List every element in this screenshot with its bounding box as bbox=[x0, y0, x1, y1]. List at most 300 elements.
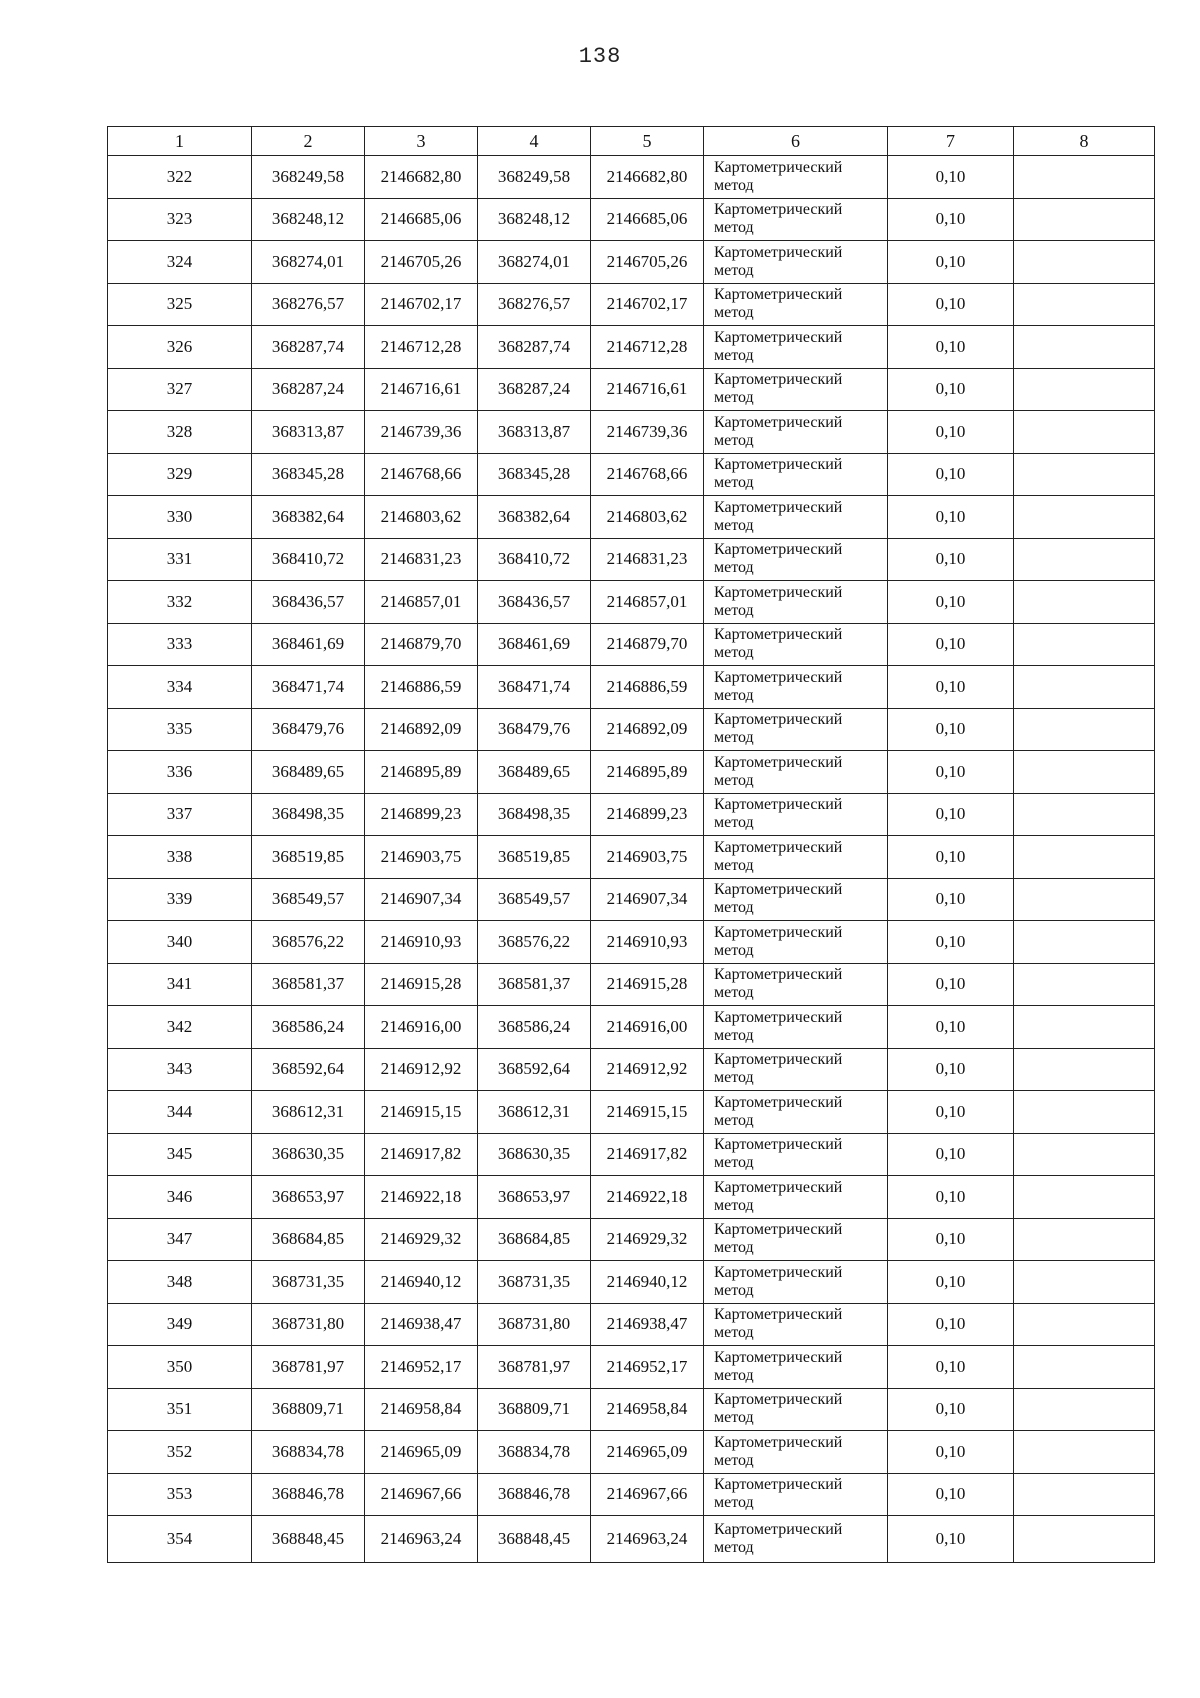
method-cell bbox=[704, 581, 888, 624]
y-coordinate-cell: 2146963,24 bbox=[365, 1516, 478, 1563]
method-line-2: метод bbox=[714, 856, 754, 874]
x-coordinate-2-cell: 368630,35 bbox=[478, 1133, 591, 1176]
x-coordinate-2-cell: 368248,12 bbox=[478, 198, 591, 241]
x-coordinate-2-cell: 368653,97 bbox=[478, 1176, 591, 1219]
method-cell bbox=[704, 1346, 888, 1389]
accuracy-cell: 0,10 bbox=[888, 1261, 1014, 1304]
y-coordinate-2-cell: 2146958,84 bbox=[591, 1388, 704, 1431]
method-line-1: Картометрический bbox=[714, 753, 843, 771]
x-coordinate-2-cell: 368519,85 bbox=[478, 836, 591, 879]
table-row bbox=[108, 793, 1155, 836]
table-row bbox=[108, 1133, 1155, 1176]
x-coordinate-cell: 368287,24 bbox=[252, 368, 365, 411]
point-number-cell: 334 bbox=[108, 666, 252, 709]
point-number-cell: 324 bbox=[108, 241, 252, 284]
accuracy-cell: 0,10 bbox=[888, 368, 1014, 411]
method-cell bbox=[704, 538, 888, 581]
method-cell bbox=[704, 1091, 888, 1134]
method-cell bbox=[704, 1516, 888, 1563]
x-coordinate-2-cell: 368410,72 bbox=[478, 538, 591, 581]
method-line-1: Картометрический bbox=[714, 158, 843, 176]
method-line-2: метод bbox=[714, 1324, 754, 1342]
method-cell bbox=[704, 751, 888, 794]
method-line-2: метод bbox=[714, 176, 754, 194]
y-coordinate-2-cell: 2146940,12 bbox=[591, 1261, 704, 1304]
point-number-cell: 348 bbox=[108, 1261, 252, 1304]
x-coordinate-2-cell: 368834,78 bbox=[478, 1431, 591, 1474]
table-row bbox=[108, 453, 1155, 496]
method-cell bbox=[704, 156, 888, 199]
method-line-2: метод bbox=[714, 1281, 754, 1299]
y-coordinate-cell: 2146915,15 bbox=[365, 1091, 478, 1134]
method-line-1: Картометрический bbox=[714, 881, 843, 899]
y-coordinate-cell: 2146716,61 bbox=[365, 368, 478, 411]
accuracy-cell: 0,10 bbox=[888, 793, 1014, 836]
y-coordinate-2-cell: 2146857,01 bbox=[591, 581, 704, 624]
column-header-1: 1 bbox=[108, 127, 252, 156]
accuracy-cell: 0,10 bbox=[888, 581, 1014, 624]
x-coordinate-2-cell: 368581,37 bbox=[478, 963, 591, 1006]
accuracy-cell: 0,10 bbox=[888, 623, 1014, 666]
x-coordinate-2-cell: 368382,64 bbox=[478, 496, 591, 539]
point-number-cell: 337 bbox=[108, 793, 252, 836]
point-number-cell: 353 bbox=[108, 1473, 252, 1516]
x-coordinate-cell: 368274,01 bbox=[252, 241, 365, 284]
point-number-cell: 345 bbox=[108, 1133, 252, 1176]
note-cell bbox=[1014, 963, 1155, 1006]
method-cell bbox=[704, 921, 888, 964]
note-cell bbox=[1014, 326, 1155, 369]
y-coordinate-2-cell: 2146768,66 bbox=[591, 453, 704, 496]
note-cell bbox=[1014, 921, 1155, 964]
method-line-2: метод bbox=[714, 941, 754, 959]
y-coordinate-cell: 2146910,93 bbox=[365, 921, 478, 964]
note-cell bbox=[1014, 1218, 1155, 1261]
method-line-1: Картометрический bbox=[714, 1178, 843, 1196]
x-coordinate-2-cell: 368461,69 bbox=[478, 623, 591, 666]
x-coordinate-2-cell: 368576,22 bbox=[478, 921, 591, 964]
y-coordinate-2-cell: 2146892,09 bbox=[591, 708, 704, 751]
method-cell bbox=[704, 1388, 888, 1431]
note-cell bbox=[1014, 878, 1155, 921]
x-coordinate-2-cell: 368846,78 bbox=[478, 1473, 591, 1516]
method-cell bbox=[704, 623, 888, 666]
method-line-2: метод bbox=[714, 346, 754, 364]
method-line-2: метод bbox=[714, 431, 754, 449]
method-line-1: Картометрический bbox=[714, 796, 843, 814]
accuracy-cell: 0,10 bbox=[888, 836, 1014, 879]
x-coordinate-cell: 368731,35 bbox=[252, 1261, 365, 1304]
method-cell bbox=[704, 793, 888, 836]
column-header-3: 3 bbox=[365, 127, 478, 156]
method-line-2: метод bbox=[714, 1111, 754, 1129]
x-coordinate-cell: 368249,58 bbox=[252, 156, 365, 199]
point-number-cell: 346 bbox=[108, 1176, 252, 1219]
method-line-1: Картометрический bbox=[714, 711, 843, 729]
y-coordinate-cell: 2146831,23 bbox=[365, 538, 478, 581]
accuracy-cell: 0,10 bbox=[888, 1091, 1014, 1134]
note-cell bbox=[1014, 241, 1155, 284]
table-row bbox=[108, 1261, 1155, 1304]
method-line-1: Картометрический bbox=[714, 1051, 843, 1069]
method-line-1: Картометрический bbox=[714, 1093, 843, 1111]
point-number-cell: 344 bbox=[108, 1091, 252, 1134]
x-coordinate-cell: 368581,37 bbox=[252, 963, 365, 1006]
x-coordinate-cell: 368410,72 bbox=[252, 538, 365, 581]
column-header-2: 2 bbox=[252, 127, 365, 156]
note-cell bbox=[1014, 751, 1155, 794]
method-line-2: метод bbox=[714, 644, 754, 662]
method-line-1: Картометрический bbox=[714, 1476, 843, 1494]
method-cell bbox=[704, 1006, 888, 1049]
method-line-2: метод bbox=[714, 1451, 754, 1469]
x-coordinate-2-cell: 368287,24 bbox=[478, 368, 591, 411]
x-coordinate-2-cell: 368848,45 bbox=[478, 1516, 591, 1563]
method-line-1: Картометрический bbox=[714, 498, 843, 516]
x-coordinate-cell: 368592,64 bbox=[252, 1048, 365, 1091]
accuracy-cell: 0,10 bbox=[888, 1516, 1014, 1563]
point-number-cell: 331 bbox=[108, 538, 252, 581]
method-line-1: Картометрический bbox=[714, 1306, 843, 1324]
y-coordinate-2-cell: 2146938,47 bbox=[591, 1303, 704, 1346]
table-row bbox=[108, 836, 1155, 879]
y-coordinate-2-cell: 2146967,66 bbox=[591, 1473, 704, 1516]
method-cell bbox=[704, 326, 888, 369]
table-row bbox=[108, 708, 1155, 751]
x-coordinate-2-cell: 368731,80 bbox=[478, 1303, 591, 1346]
table-row bbox=[108, 326, 1155, 369]
point-number-cell: 342 bbox=[108, 1006, 252, 1049]
accuracy-cell: 0,10 bbox=[888, 1388, 1014, 1431]
note-cell bbox=[1014, 496, 1155, 539]
table-row bbox=[108, 1388, 1155, 1431]
y-coordinate-cell: 2146912,92 bbox=[365, 1048, 478, 1091]
x-coordinate-cell: 368276,57 bbox=[252, 283, 365, 326]
y-coordinate-2-cell: 2146716,61 bbox=[591, 368, 704, 411]
table-row bbox=[108, 666, 1155, 709]
x-coordinate-cell: 368248,12 bbox=[252, 198, 365, 241]
method-cell bbox=[704, 836, 888, 879]
y-coordinate-cell: 2146967,66 bbox=[365, 1473, 478, 1516]
method-line-2: метод bbox=[714, 474, 754, 492]
method-line-1: Картометрический bbox=[714, 243, 843, 261]
y-coordinate-2-cell: 2146879,70 bbox=[591, 623, 704, 666]
method-line-2: метод bbox=[714, 219, 754, 237]
x-coordinate-cell: 368479,76 bbox=[252, 708, 365, 751]
note-cell bbox=[1014, 1261, 1155, 1304]
y-coordinate-2-cell: 2146963,24 bbox=[591, 1516, 704, 1563]
y-coordinate-cell: 2146916,00 bbox=[365, 1006, 478, 1049]
y-coordinate-cell: 2146952,17 bbox=[365, 1346, 478, 1389]
method-line-2: метод bbox=[714, 1366, 754, 1384]
method-cell bbox=[704, 666, 888, 709]
y-coordinate-cell: 2146892,09 bbox=[365, 708, 478, 751]
y-coordinate-cell: 2146739,36 bbox=[365, 411, 478, 454]
point-number-cell: 336 bbox=[108, 751, 252, 794]
x-coordinate-cell: 368781,97 bbox=[252, 1346, 365, 1389]
y-coordinate-cell: 2146768,66 bbox=[365, 453, 478, 496]
method-line-1: Картометрический bbox=[714, 456, 843, 474]
method-line-1: Картометрический bbox=[714, 838, 843, 856]
note-cell bbox=[1014, 1346, 1155, 1389]
note-cell bbox=[1014, 793, 1155, 836]
point-number-cell: 325 bbox=[108, 283, 252, 326]
note-cell bbox=[1014, 1303, 1155, 1346]
method-line-1: Картометрический bbox=[714, 371, 843, 389]
note-cell bbox=[1014, 411, 1155, 454]
y-coordinate-cell: 2146922,18 bbox=[365, 1176, 478, 1219]
x-coordinate-2-cell: 368249,58 bbox=[478, 156, 591, 199]
table-row bbox=[108, 1006, 1155, 1049]
table-row bbox=[108, 1346, 1155, 1389]
accuracy-cell: 0,10 bbox=[888, 963, 1014, 1006]
table-row bbox=[108, 283, 1155, 326]
x-coordinate-cell: 368461,69 bbox=[252, 623, 365, 666]
x-coordinate-cell: 368612,31 bbox=[252, 1091, 365, 1134]
method-cell bbox=[704, 198, 888, 241]
note-cell bbox=[1014, 1388, 1155, 1431]
y-coordinate-2-cell: 2146952,17 bbox=[591, 1346, 704, 1389]
method-line-1: Картометрический bbox=[714, 1433, 843, 1451]
accuracy-cell: 0,10 bbox=[888, 241, 1014, 284]
x-coordinate-cell: 368586,24 bbox=[252, 1006, 365, 1049]
page-number: 138 bbox=[578, 44, 622, 69]
y-coordinate-2-cell: 2146712,28 bbox=[591, 326, 704, 369]
method-cell bbox=[704, 283, 888, 326]
point-number-cell: 351 bbox=[108, 1388, 252, 1431]
method-line-2: метод bbox=[714, 601, 754, 619]
y-coordinate-cell: 2146879,70 bbox=[365, 623, 478, 666]
y-coordinate-2-cell: 2146915,15 bbox=[591, 1091, 704, 1134]
y-coordinate-cell: 2146917,82 bbox=[365, 1133, 478, 1176]
method-line-2: метод bbox=[714, 1239, 754, 1257]
point-number-cell: 347 bbox=[108, 1218, 252, 1261]
point-number-cell: 329 bbox=[108, 453, 252, 496]
method-line-1: Картометрический bbox=[714, 1348, 843, 1366]
table-row bbox=[108, 538, 1155, 581]
accuracy-cell: 0,10 bbox=[888, 666, 1014, 709]
x-coordinate-cell: 368653,97 bbox=[252, 1176, 365, 1219]
x-coordinate-2-cell: 368586,24 bbox=[478, 1006, 591, 1049]
method-line-1: Картометрический bbox=[714, 413, 843, 431]
coordinates-table bbox=[107, 126, 1155, 1563]
method-cell bbox=[704, 411, 888, 454]
accuracy-cell: 0,10 bbox=[888, 1048, 1014, 1091]
y-coordinate-2-cell: 2146685,06 bbox=[591, 198, 704, 241]
x-coordinate-cell: 368382,64 bbox=[252, 496, 365, 539]
accuracy-cell: 0,10 bbox=[888, 156, 1014, 199]
note-cell bbox=[1014, 1133, 1155, 1176]
table-body bbox=[108, 156, 1155, 1563]
method-line-1: Картометрический bbox=[714, 328, 843, 346]
method-cell bbox=[704, 878, 888, 921]
y-coordinate-cell: 2146965,09 bbox=[365, 1431, 478, 1474]
x-coordinate-cell: 368436,57 bbox=[252, 581, 365, 624]
point-number-cell: 352 bbox=[108, 1431, 252, 1474]
y-coordinate-cell: 2146702,17 bbox=[365, 283, 478, 326]
x-coordinate-cell: 368549,57 bbox=[252, 878, 365, 921]
table-row bbox=[108, 581, 1155, 624]
y-coordinate-2-cell: 2146917,82 bbox=[591, 1133, 704, 1176]
accuracy-cell: 0,10 bbox=[888, 496, 1014, 539]
y-coordinate-2-cell: 2146922,18 bbox=[591, 1176, 704, 1219]
y-coordinate-2-cell: 2146916,00 bbox=[591, 1006, 704, 1049]
method-line-2: метод bbox=[714, 559, 754, 577]
column-header-8: 8 bbox=[1014, 127, 1155, 156]
x-coordinate-2-cell: 368313,87 bbox=[478, 411, 591, 454]
x-coordinate-cell: 368731,80 bbox=[252, 1303, 365, 1346]
accuracy-cell: 0,10 bbox=[888, 708, 1014, 751]
note-cell bbox=[1014, 368, 1155, 411]
method-line-2: метод bbox=[714, 984, 754, 1002]
accuracy-cell: 0,10 bbox=[888, 198, 1014, 241]
x-coordinate-cell: 368519,85 bbox=[252, 836, 365, 879]
method-line-1: Картометрический bbox=[714, 923, 843, 941]
column-header-7: 7 bbox=[888, 127, 1014, 156]
note-cell bbox=[1014, 623, 1155, 666]
point-number-cell: 338 bbox=[108, 836, 252, 879]
method-line-2: метод bbox=[714, 1154, 754, 1172]
x-coordinate-2-cell: 368731,35 bbox=[478, 1261, 591, 1304]
method-line-1: Картометрический bbox=[714, 626, 843, 644]
x-coordinate-2-cell: 368345,28 bbox=[478, 453, 591, 496]
method-line-2: метод bbox=[714, 261, 754, 279]
y-coordinate-2-cell: 2146965,09 bbox=[591, 1431, 704, 1474]
x-coordinate-2-cell: 368274,01 bbox=[478, 241, 591, 284]
table-row bbox=[108, 411, 1155, 454]
table-row bbox=[108, 921, 1155, 964]
note-cell bbox=[1014, 1516, 1155, 1563]
y-coordinate-cell: 2146705,26 bbox=[365, 241, 478, 284]
method-cell bbox=[704, 1048, 888, 1091]
method-cell bbox=[704, 1261, 888, 1304]
point-number-cell: 335 bbox=[108, 708, 252, 751]
x-coordinate-cell: 368287,74 bbox=[252, 326, 365, 369]
method-cell bbox=[704, 241, 888, 284]
note-cell bbox=[1014, 156, 1155, 199]
x-coordinate-2-cell: 368436,57 bbox=[478, 581, 591, 624]
note-cell bbox=[1014, 283, 1155, 326]
accuracy-cell: 0,10 bbox=[888, 1006, 1014, 1049]
x-coordinate-2-cell: 368471,74 bbox=[478, 666, 591, 709]
accuracy-cell: 0,10 bbox=[888, 751, 1014, 794]
method-line-1: Картометрический bbox=[714, 1008, 843, 1026]
x-coordinate-2-cell: 368287,74 bbox=[478, 326, 591, 369]
method-line-2: метод bbox=[714, 1409, 754, 1427]
point-number-cell: 332 bbox=[108, 581, 252, 624]
note-cell bbox=[1014, 1091, 1155, 1134]
x-coordinate-2-cell: 368479,76 bbox=[478, 708, 591, 751]
y-coordinate-2-cell: 2146705,26 bbox=[591, 241, 704, 284]
table-row bbox=[108, 623, 1155, 666]
method-line-2: метод bbox=[714, 814, 754, 832]
point-number-cell: 326 bbox=[108, 326, 252, 369]
y-coordinate-cell: 2146886,59 bbox=[365, 666, 478, 709]
point-number-cell: 328 bbox=[108, 411, 252, 454]
method-cell bbox=[704, 1473, 888, 1516]
method-line-2: метод bbox=[714, 516, 754, 534]
y-coordinate-2-cell: 2146899,23 bbox=[591, 793, 704, 836]
method-line-2: метод bbox=[714, 729, 754, 747]
table-row bbox=[108, 751, 1155, 794]
y-coordinate-cell: 2146899,23 bbox=[365, 793, 478, 836]
x-coordinate-cell: 368498,35 bbox=[252, 793, 365, 836]
method-line-2: метод bbox=[714, 304, 754, 322]
accuracy-cell: 0,10 bbox=[888, 1218, 1014, 1261]
table-row bbox=[108, 1431, 1155, 1474]
note-cell bbox=[1014, 1048, 1155, 1091]
note-cell bbox=[1014, 453, 1155, 496]
accuracy-cell: 0,10 bbox=[888, 538, 1014, 581]
method-line-2: метод bbox=[714, 1494, 754, 1512]
method-line-1: Картометрический bbox=[714, 1136, 843, 1154]
method-cell bbox=[704, 1218, 888, 1261]
y-coordinate-cell: 2146929,32 bbox=[365, 1218, 478, 1261]
y-coordinate-2-cell: 2146886,59 bbox=[591, 666, 704, 709]
table-row bbox=[108, 496, 1155, 539]
y-coordinate-cell: 2146712,28 bbox=[365, 326, 478, 369]
y-coordinate-cell: 2146915,28 bbox=[365, 963, 478, 1006]
x-coordinate-cell: 368846,78 bbox=[252, 1473, 365, 1516]
method-line-2: метод bbox=[714, 899, 754, 917]
y-coordinate-2-cell: 2146929,32 bbox=[591, 1218, 704, 1261]
table-row bbox=[108, 1218, 1155, 1261]
x-coordinate-cell: 368809,71 bbox=[252, 1388, 365, 1431]
accuracy-cell: 0,10 bbox=[888, 878, 1014, 921]
x-coordinate-cell: 368848,45 bbox=[252, 1516, 365, 1563]
method-cell bbox=[704, 1133, 888, 1176]
accuracy-cell: 0,10 bbox=[888, 1431, 1014, 1474]
method-line-2: метод bbox=[714, 1026, 754, 1044]
method-line-2: метод bbox=[714, 686, 754, 704]
table-header-row bbox=[108, 127, 1155, 156]
y-coordinate-2-cell: 2146702,17 bbox=[591, 283, 704, 326]
y-coordinate-2-cell: 2146907,34 bbox=[591, 878, 704, 921]
note-cell bbox=[1014, 1006, 1155, 1049]
method-line-2: метод bbox=[714, 1539, 754, 1556]
accuracy-cell: 0,10 bbox=[888, 1346, 1014, 1389]
method-line-1: Картометрический bbox=[714, 583, 843, 601]
method-line-1: Картометрический bbox=[714, 1263, 843, 1281]
method-line-1: Картометрический bbox=[714, 1391, 843, 1409]
y-coordinate-2-cell: 2146682,80 bbox=[591, 156, 704, 199]
accuracy-cell: 0,10 bbox=[888, 326, 1014, 369]
note-cell bbox=[1014, 198, 1155, 241]
method-cell bbox=[704, 496, 888, 539]
y-coordinate-2-cell: 2146912,92 bbox=[591, 1048, 704, 1091]
accuracy-cell: 0,10 bbox=[888, 411, 1014, 454]
point-number-cell: 327 bbox=[108, 368, 252, 411]
x-coordinate-cell: 368489,65 bbox=[252, 751, 365, 794]
method-line-1: Картометрический bbox=[714, 286, 843, 304]
table-row bbox=[108, 1516, 1155, 1563]
accuracy-cell: 0,10 bbox=[888, 1473, 1014, 1516]
y-coordinate-cell: 2146958,84 bbox=[365, 1388, 478, 1431]
point-number-cell: 339 bbox=[108, 878, 252, 921]
point-number-cell: 322 bbox=[108, 156, 252, 199]
point-number-cell: 343 bbox=[108, 1048, 252, 1091]
table-row bbox=[108, 156, 1155, 199]
y-coordinate-cell: 2146895,89 bbox=[365, 751, 478, 794]
y-coordinate-2-cell: 2146903,75 bbox=[591, 836, 704, 879]
table-row bbox=[108, 241, 1155, 284]
note-cell bbox=[1014, 1431, 1155, 1474]
note-cell bbox=[1014, 1473, 1155, 1516]
method-cell bbox=[704, 963, 888, 1006]
y-coordinate-2-cell: 2146915,28 bbox=[591, 963, 704, 1006]
accuracy-cell: 0,10 bbox=[888, 1303, 1014, 1346]
point-number-cell: 354 bbox=[108, 1516, 252, 1563]
